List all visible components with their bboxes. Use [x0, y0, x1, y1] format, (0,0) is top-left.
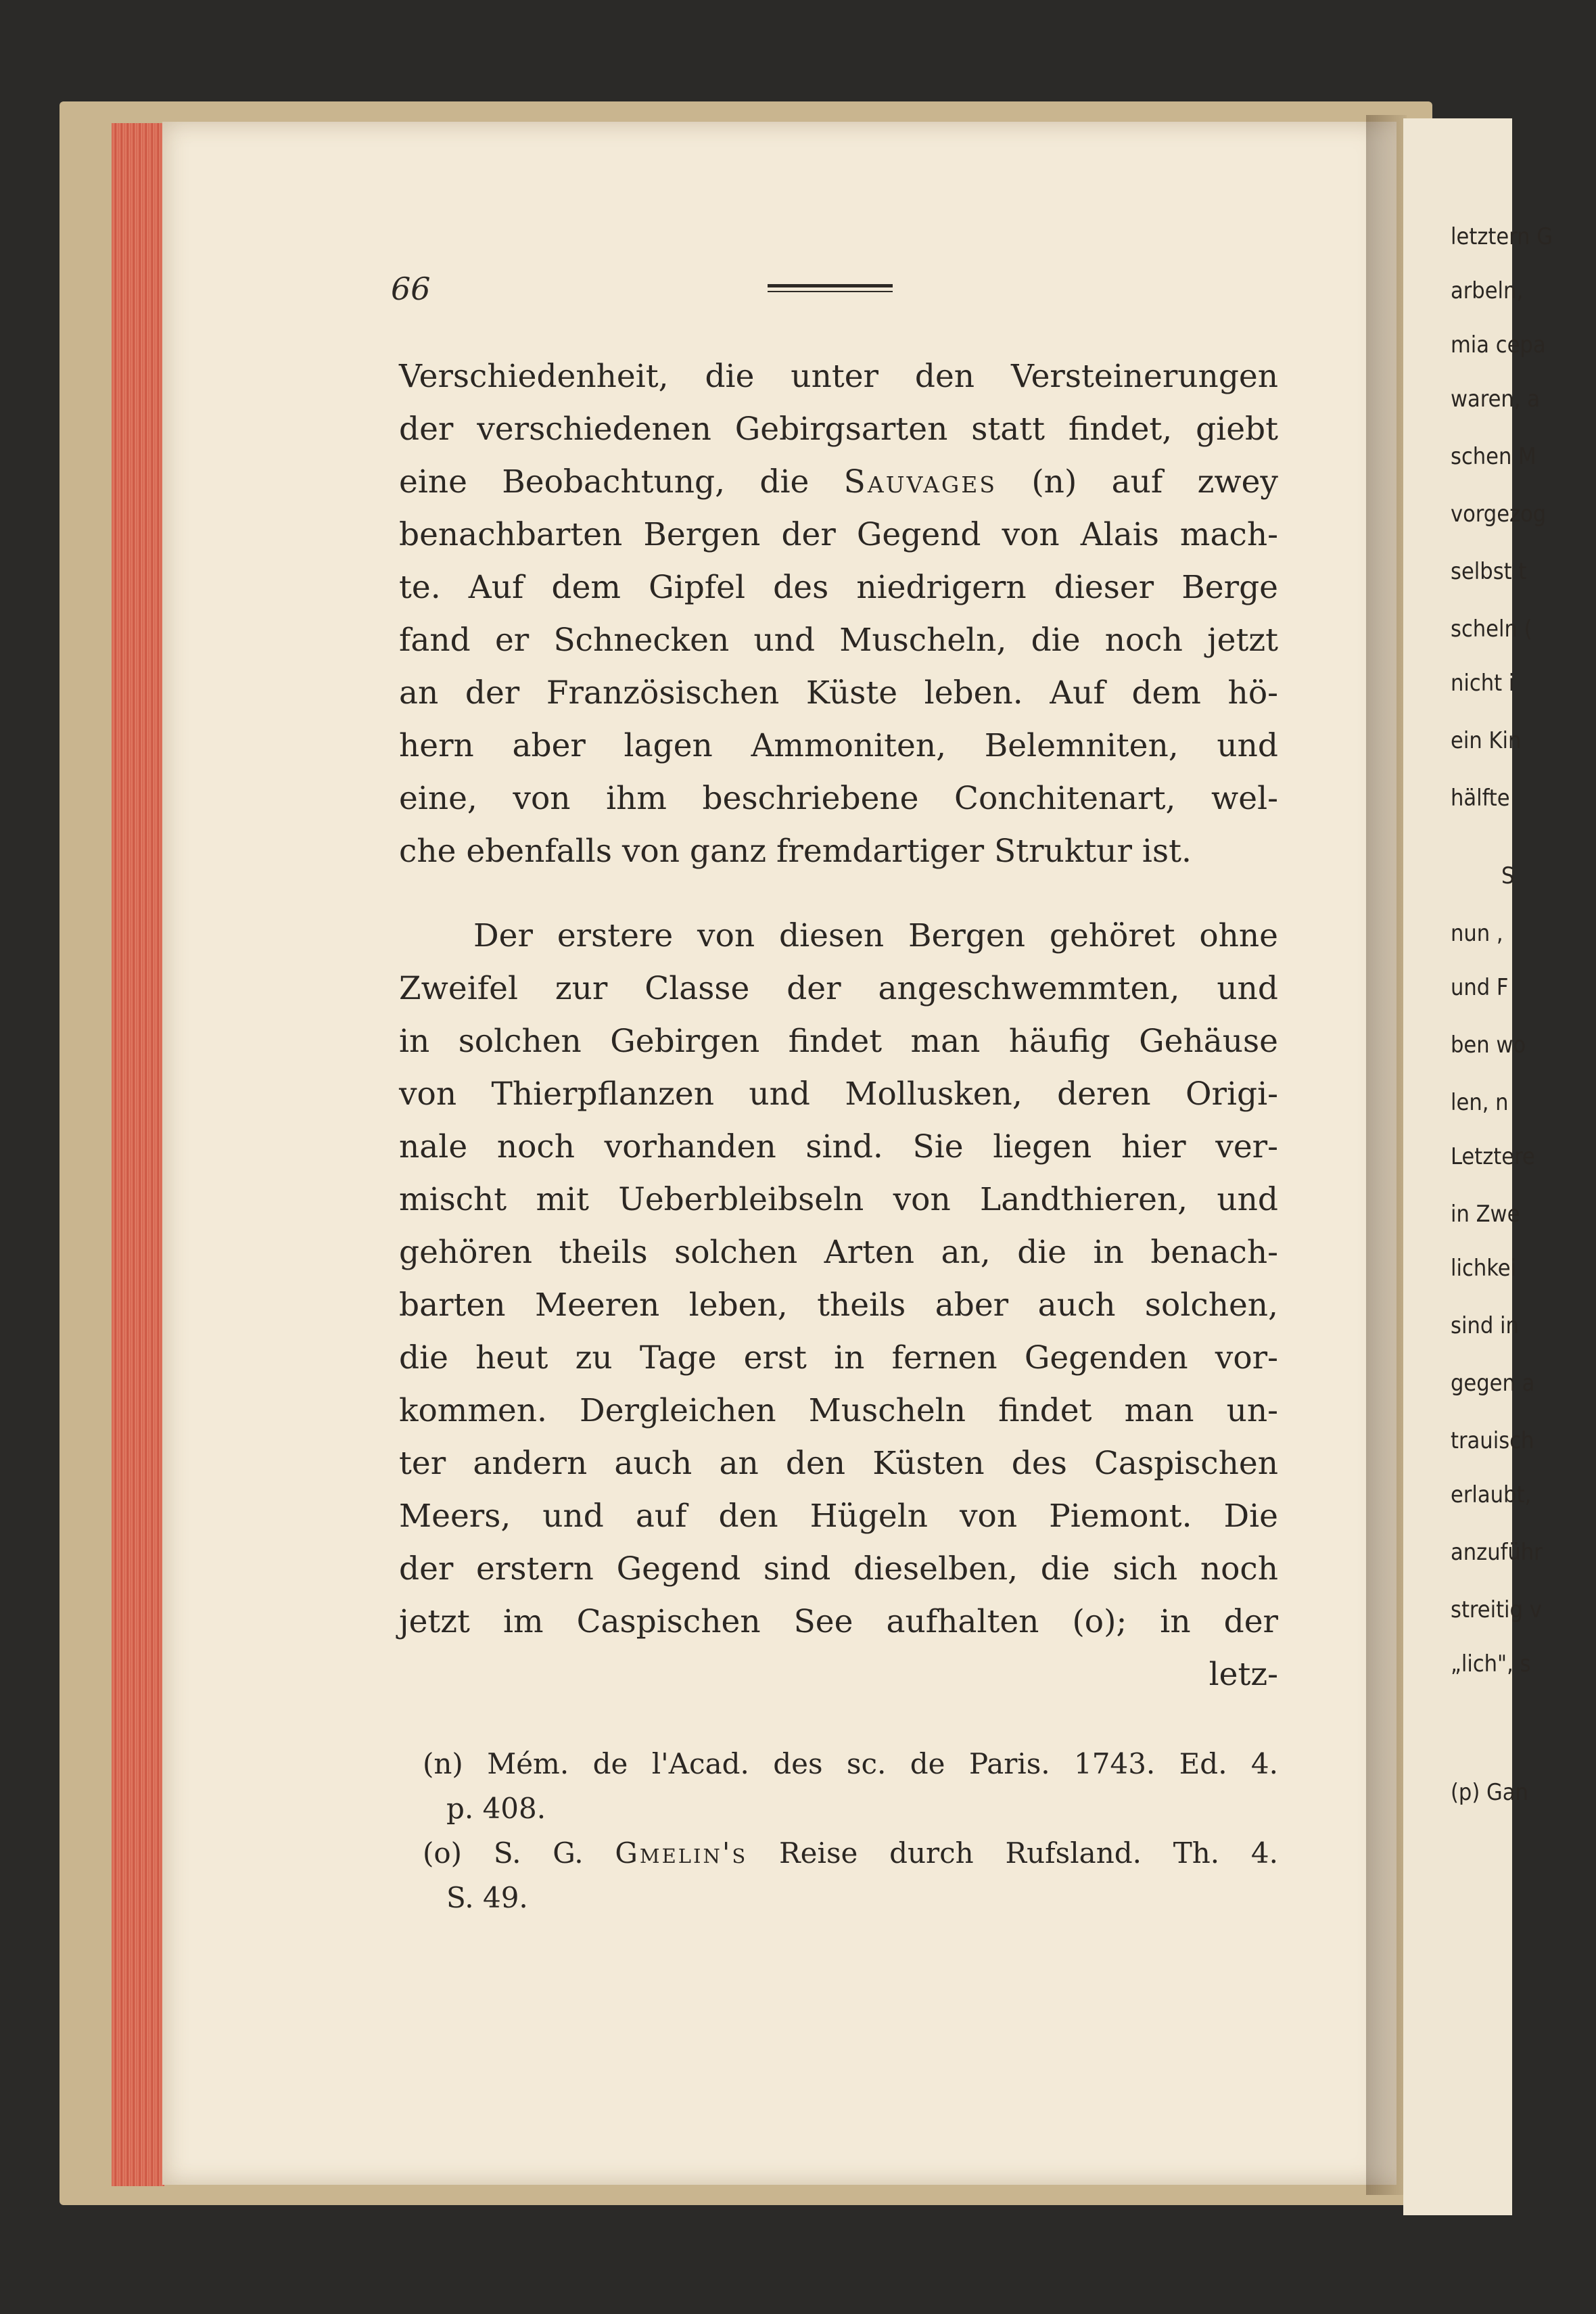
next-page-fragment: schen M [1451, 443, 1536, 470]
next-page-fragment: selbst t [1451, 558, 1527, 585]
text-line: in solchen Gebirgen findet man häufig Gehäuse [399, 1023, 1278, 1060]
text-line: von Thierpflanzen und Mollusken, deren Origi- [399, 1075, 1278, 1113]
text-line: der verschiedenen Gebirgsarten statt findet, giebt [399, 411, 1278, 448]
header-rule [768, 284, 893, 292]
text-line: jetzt im Caspischen See aufhalten (o); in der [399, 1603, 1278, 1640]
paragraph-2 [399, 910, 1278, 1648]
text-line: gehören theils solchen Arten an, die in benach- [399, 1234, 1278, 1271]
next-page-fragment: trauisch [1451, 1427, 1534, 1454]
next-page-fragment: streitig v [1451, 1596, 1542, 1623]
next-page-fragment: „lich", s [1451, 1650, 1531, 1677]
next-page-fragment: len, n [1451, 1089, 1509, 1116]
text-line: ter andern auch an den Küsten des Caspischen [399, 1445, 1278, 1482]
footnote-line: S. 49. [446, 1881, 528, 1914]
text-line: eine, von ihm beschriebene Conchitenart, wel- [399, 780, 1278, 817]
next-page-fragment: und F [1451, 974, 1509, 1001]
next-page-fragment: hälfte [1451, 785, 1510, 812]
page-edges-red [112, 123, 164, 2186]
text-line: che ebenfalls von ganz fremdartiger Struktur ist. [399, 833, 1192, 870]
next-page-fragment: Letztere [1451, 1143, 1535, 1170]
spine-shadow [1366, 115, 1407, 2195]
next-page-fragment: scheln ( [1451, 616, 1532, 643]
next-page-fragment: nicht i [1451, 670, 1515, 697]
text-fragment: eine Beobachtung, die [399, 463, 844, 501]
text-line: mischt mit Ueberbleibseln von Landthieren, und [399, 1181, 1278, 1218]
next-page-fragment: letztern G [1451, 223, 1553, 250]
next-page-fragment: mia cepa [1451, 331, 1546, 358]
right-page-fragment [1403, 118, 1553, 2215]
footnote-fragment: Reise durch Rufsland. Th. 4. [747, 1836, 1278, 1870]
text-line: Meers, und auf den Hügeln von Piemont. Die [399, 1498, 1278, 1535]
text-line: benachbarten Bergen der Gegend von Alais mach- [399, 516, 1278, 553]
paragraph-1 [399, 350, 1278, 878]
next-page-fragment: waren, a [1451, 386, 1540, 413]
footnote-fragment: (o) S. G. [423, 1836, 615, 1870]
next-page-fragment: sind in [1451, 1312, 1519, 1339]
text-line: kommen. Dergleichen Muscheln findet man un- [399, 1392, 1278, 1429]
next-page-fragment: (p) Gan [1451, 1779, 1528, 1806]
next-page-fragment: erlaubt, [1451, 1481, 1532, 1508]
text-line: Verschiedenheit, die unter den Versteinerungen [399, 358, 1278, 395]
text-line: Zweifel zur Classe der angeschwemmten, und [399, 970, 1278, 1007]
next-page-fragment: S [1501, 862, 1515, 889]
text-line: fand er Schnecken und Muscheln, die noch jetzt [399, 622, 1278, 659]
text-line: Der erstere von diesen Bergen gehöret ohne [473, 917, 1278, 954]
next-page-fragment: nun , [1451, 920, 1503, 947]
footnote-line: (n) Mém. de l'Acad. des sc. de Paris. 1743. Ed. 4. [423, 1747, 1278, 1780]
next-page-fragment: in Zwe [1451, 1201, 1520, 1228]
text-line: barten Meeren leben, theils aber auch solchen, [399, 1287, 1278, 1324]
page-number: 66 [391, 271, 431, 307]
next-page-fragment: ben wo [1451, 1032, 1526, 1059]
footnote-line [423, 1831, 1278, 1876]
text-line: nale noch vorhanden sind. Sie liegen hier ver- [399, 1128, 1278, 1165]
text-line: die heut zu Tage erst in fernen Gegenden vor- [399, 1339, 1278, 1376]
footnote-line: p. 408. [446, 1792, 546, 1825]
text-line: hern aber lagen Ammoniten, Belemniten, und [399, 727, 1278, 764]
next-page-fragment: ein Kin [1451, 727, 1522, 754]
next-page-fragment: anzuführ [1451, 1539, 1543, 1566]
next-page-fragment: gegen a [1451, 1370, 1535, 1397]
footnote-author: Gmelin's [615, 1836, 748, 1870]
author-name: Sauvages [843, 463, 997, 501]
text-line: der erstern Gegend sind dieselben, die sich noch [399, 1550, 1278, 1588]
next-page-fragment: vorgezog [1451, 501, 1547, 528]
next-page-fragment: lichkei [1451, 1255, 1517, 1282]
catchword-line [399, 1648, 1278, 1701]
footnotes [423, 1742, 1278, 1920]
text-line: an der Französischen Küste leben. Auf dem hö- [399, 674, 1278, 712]
catchword: letz- [1208, 1656, 1278, 1693]
next-page-fragment: arbeln, [1451, 277, 1524, 304]
text-line: te. Auf dem Gipfel des niedrigern dieser Berge [399, 569, 1278, 606]
text-line [399, 456, 1278, 509]
text-fragment: (n) auf zwey [997, 463, 1278, 501]
